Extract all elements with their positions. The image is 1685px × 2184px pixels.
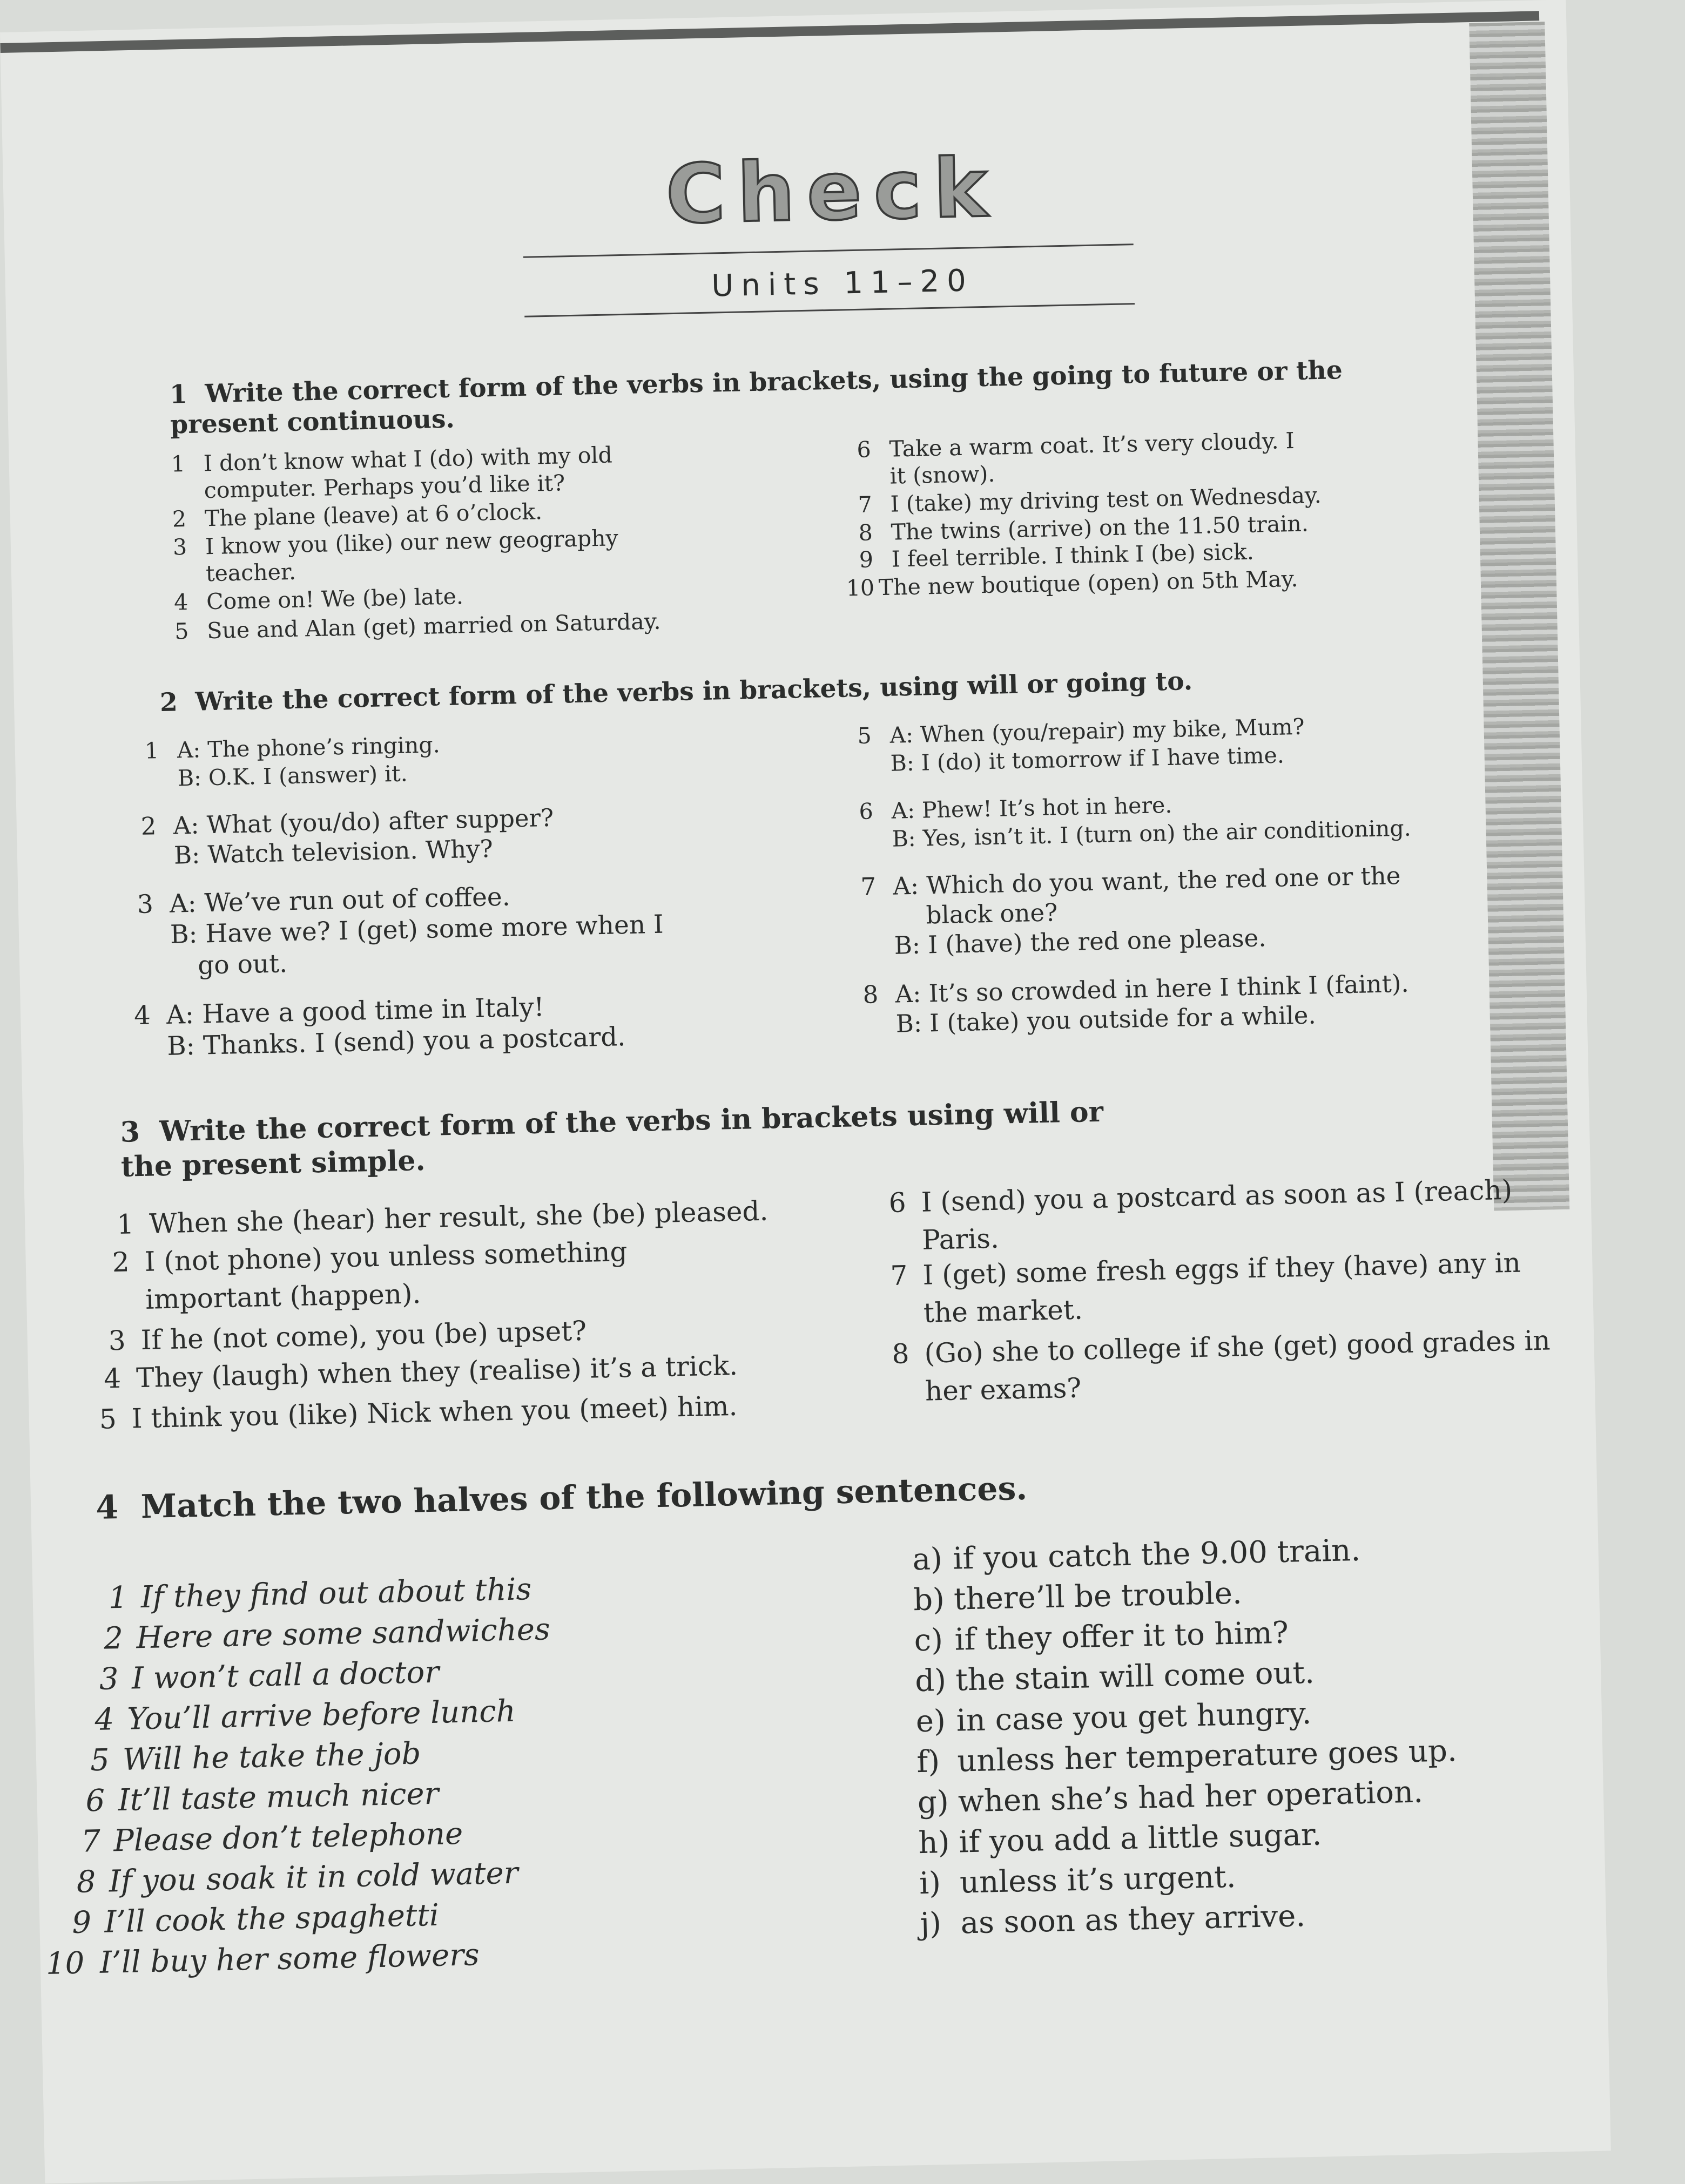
list-item: 7 I (get) some fresh eggs if they (have) any in [889,1247,1521,1292]
dialogue-a: 3 A: We’ve run out of coffee. [137,882,511,920]
list-item: 6 It’ll taste much nicer [85,1776,439,1819]
list-item: 9 I’ll cook the spaghetti [71,1897,440,1940]
list-item-continued: the market. [923,1294,1083,1329]
answer-option: h) if you add a little sugar. [918,1817,1322,1861]
dialogue-b: B: I (have) the red one please. [894,923,1267,960]
units-subtitle: Units 11–20 [711,263,974,304]
list-item-continued: computer. Perhaps you’d like it? [204,470,565,504]
list-item: 8 (Go) she to college if she (get) good grades in [892,1324,1551,1370]
top-border-line [0,11,1539,53]
list-item: 4 They (laugh) when they (realise) it’s a trick. [103,1349,738,1395]
list-item: 3 I know you (like) our new geography [172,525,619,560]
section-1-title: 1 Write the correct form of the verbs in brackets, using the going to future or the present continuous. [169,355,1343,440]
list-item: 4 Come on! We (be) late. [173,583,464,616]
dialogue-b: B: Thanks. I (send) you a postcard. [166,1022,626,1061]
section-2-title: 2 Write the correct form of the verbs in brackets, using will or going to. [159,666,1193,718]
answer-option: g) when she’s had her operation. [917,1774,1424,1821]
list-item: 4 You’ll arrive before lunch [94,1693,516,1738]
list-item: 9 I feel terrible. I think I (be) sick. [859,538,1255,573]
dialogue-b: B: O.K. I (answer) it. [177,760,408,792]
list-item: 10 I’ll buy her some flowers [45,1937,480,1982]
list-item-continued: her exams? [925,1372,1082,1407]
list-item: 2 Here are some sandwiches [103,1612,551,1656]
dialogue-a: 5 A: When (you/repair) my bike, Mum? [857,713,1305,749]
page-edge-shadow [1469,22,1569,1211]
list-item: 3 I won’t call a doctor [99,1654,440,1697]
dialogue-a-continued: black one? [926,898,1058,930]
list-item: 1 If they find out about this [108,1572,532,1616]
list-item: 3 If he (not come), you (be) upset? [108,1315,587,1357]
list-item: 5 Sue and Alan (get) married on Saturday. [174,608,661,645]
list-item: 10 The new boutique (open) on 5th May. [846,565,1298,601]
title-rule-top [523,244,1134,258]
answer-option: j) as soon as they arrive. [920,1898,1306,1942]
dialogue-a: 2 A: What (you/do) after supper? [140,803,554,841]
section-3-title: 3 Write the correct form of the verbs in brackets using will or the present simple. [120,1095,1104,1184]
list-item-continued: teacher. [205,558,296,587]
answer-option: e) in case you get hungry. [915,1695,1312,1740]
section-4-title: 4 Match the two halves of the following sentences. [95,1469,1028,1527]
page-title: Check [665,141,1000,242]
dialogue-b-continued: go out. [197,949,288,981]
answer-option: a) if you catch the 9.00 train. [912,1532,1361,1578]
list-item: 7 Please don’t telephone [80,1816,463,1860]
dialogue-b: B: Watch television. Why? [173,834,494,870]
list-item-continued: Paris. [921,1222,1000,1256]
list-item: 8 If you soak it in cold water [76,1855,519,1900]
answer-option: i) unless it’s urgent. [919,1859,1237,1902]
list-item: 7 I (take) my driving test on Wednesday. [858,482,1322,518]
list-item: 2 I (not phone) you unless something [112,1236,628,1279]
dialogue-b: B: Have we? I (get) some more when I [170,909,664,950]
answer-option: f) unless her temperature goes up. [916,1733,1458,1780]
answer-option: b) there’ll be trouble. [913,1576,1243,1618]
answer-option: d) the stain will come out. [914,1655,1315,1699]
dialogue-a: 6 A: Phew! It’s hot in here. [859,792,1172,825]
dialogue-a: 4 A: Have a good time in Italy! [133,992,545,1031]
dialogue-b: B: I (do) it tomorrow if I have time. [890,742,1285,776]
list-item-continued: important (happen). [145,1278,421,1315]
dialogue-a: 7 A: Which do you want, the red one or the [860,861,1401,901]
list-item: 2 The plane (leave) at 6 o’clock. [172,498,543,532]
answer-option: c) if they offer it to him? [914,1615,1289,1659]
list-item: 1 When she (hear) her result, she (be) pleased. [116,1195,769,1240]
dialogue-b: B: Yes, isn’t it. I (turn on) the air conditioning. [892,815,1412,852]
list-item: 6 Take a warm coat. It’s very cloudy. I [857,427,1295,463]
list-item: 6 I (send) you a postcard as soon as I (reach) [888,1174,1513,1219]
dialogue-b: B: I (take) you outside for a while. [895,1000,1317,1038]
dialogue-a: 1 A: The phone’s ringing. [144,732,441,764]
list-item: 5 I think you (like) Nick when you (meet) him. [99,1390,738,1435]
dialogue-a: 8 A: It’s so crowded in here I think I (faint). [862,969,1410,1009]
list-item-continued: it (snow). [889,461,995,489]
list-item: 5 Will he take the job [90,1736,421,1779]
list-item: 8 The twins (arrive) on the 11.50 train. [858,510,1309,546]
list-item: 1 I don’t know what I (do) with my old [171,442,613,477]
